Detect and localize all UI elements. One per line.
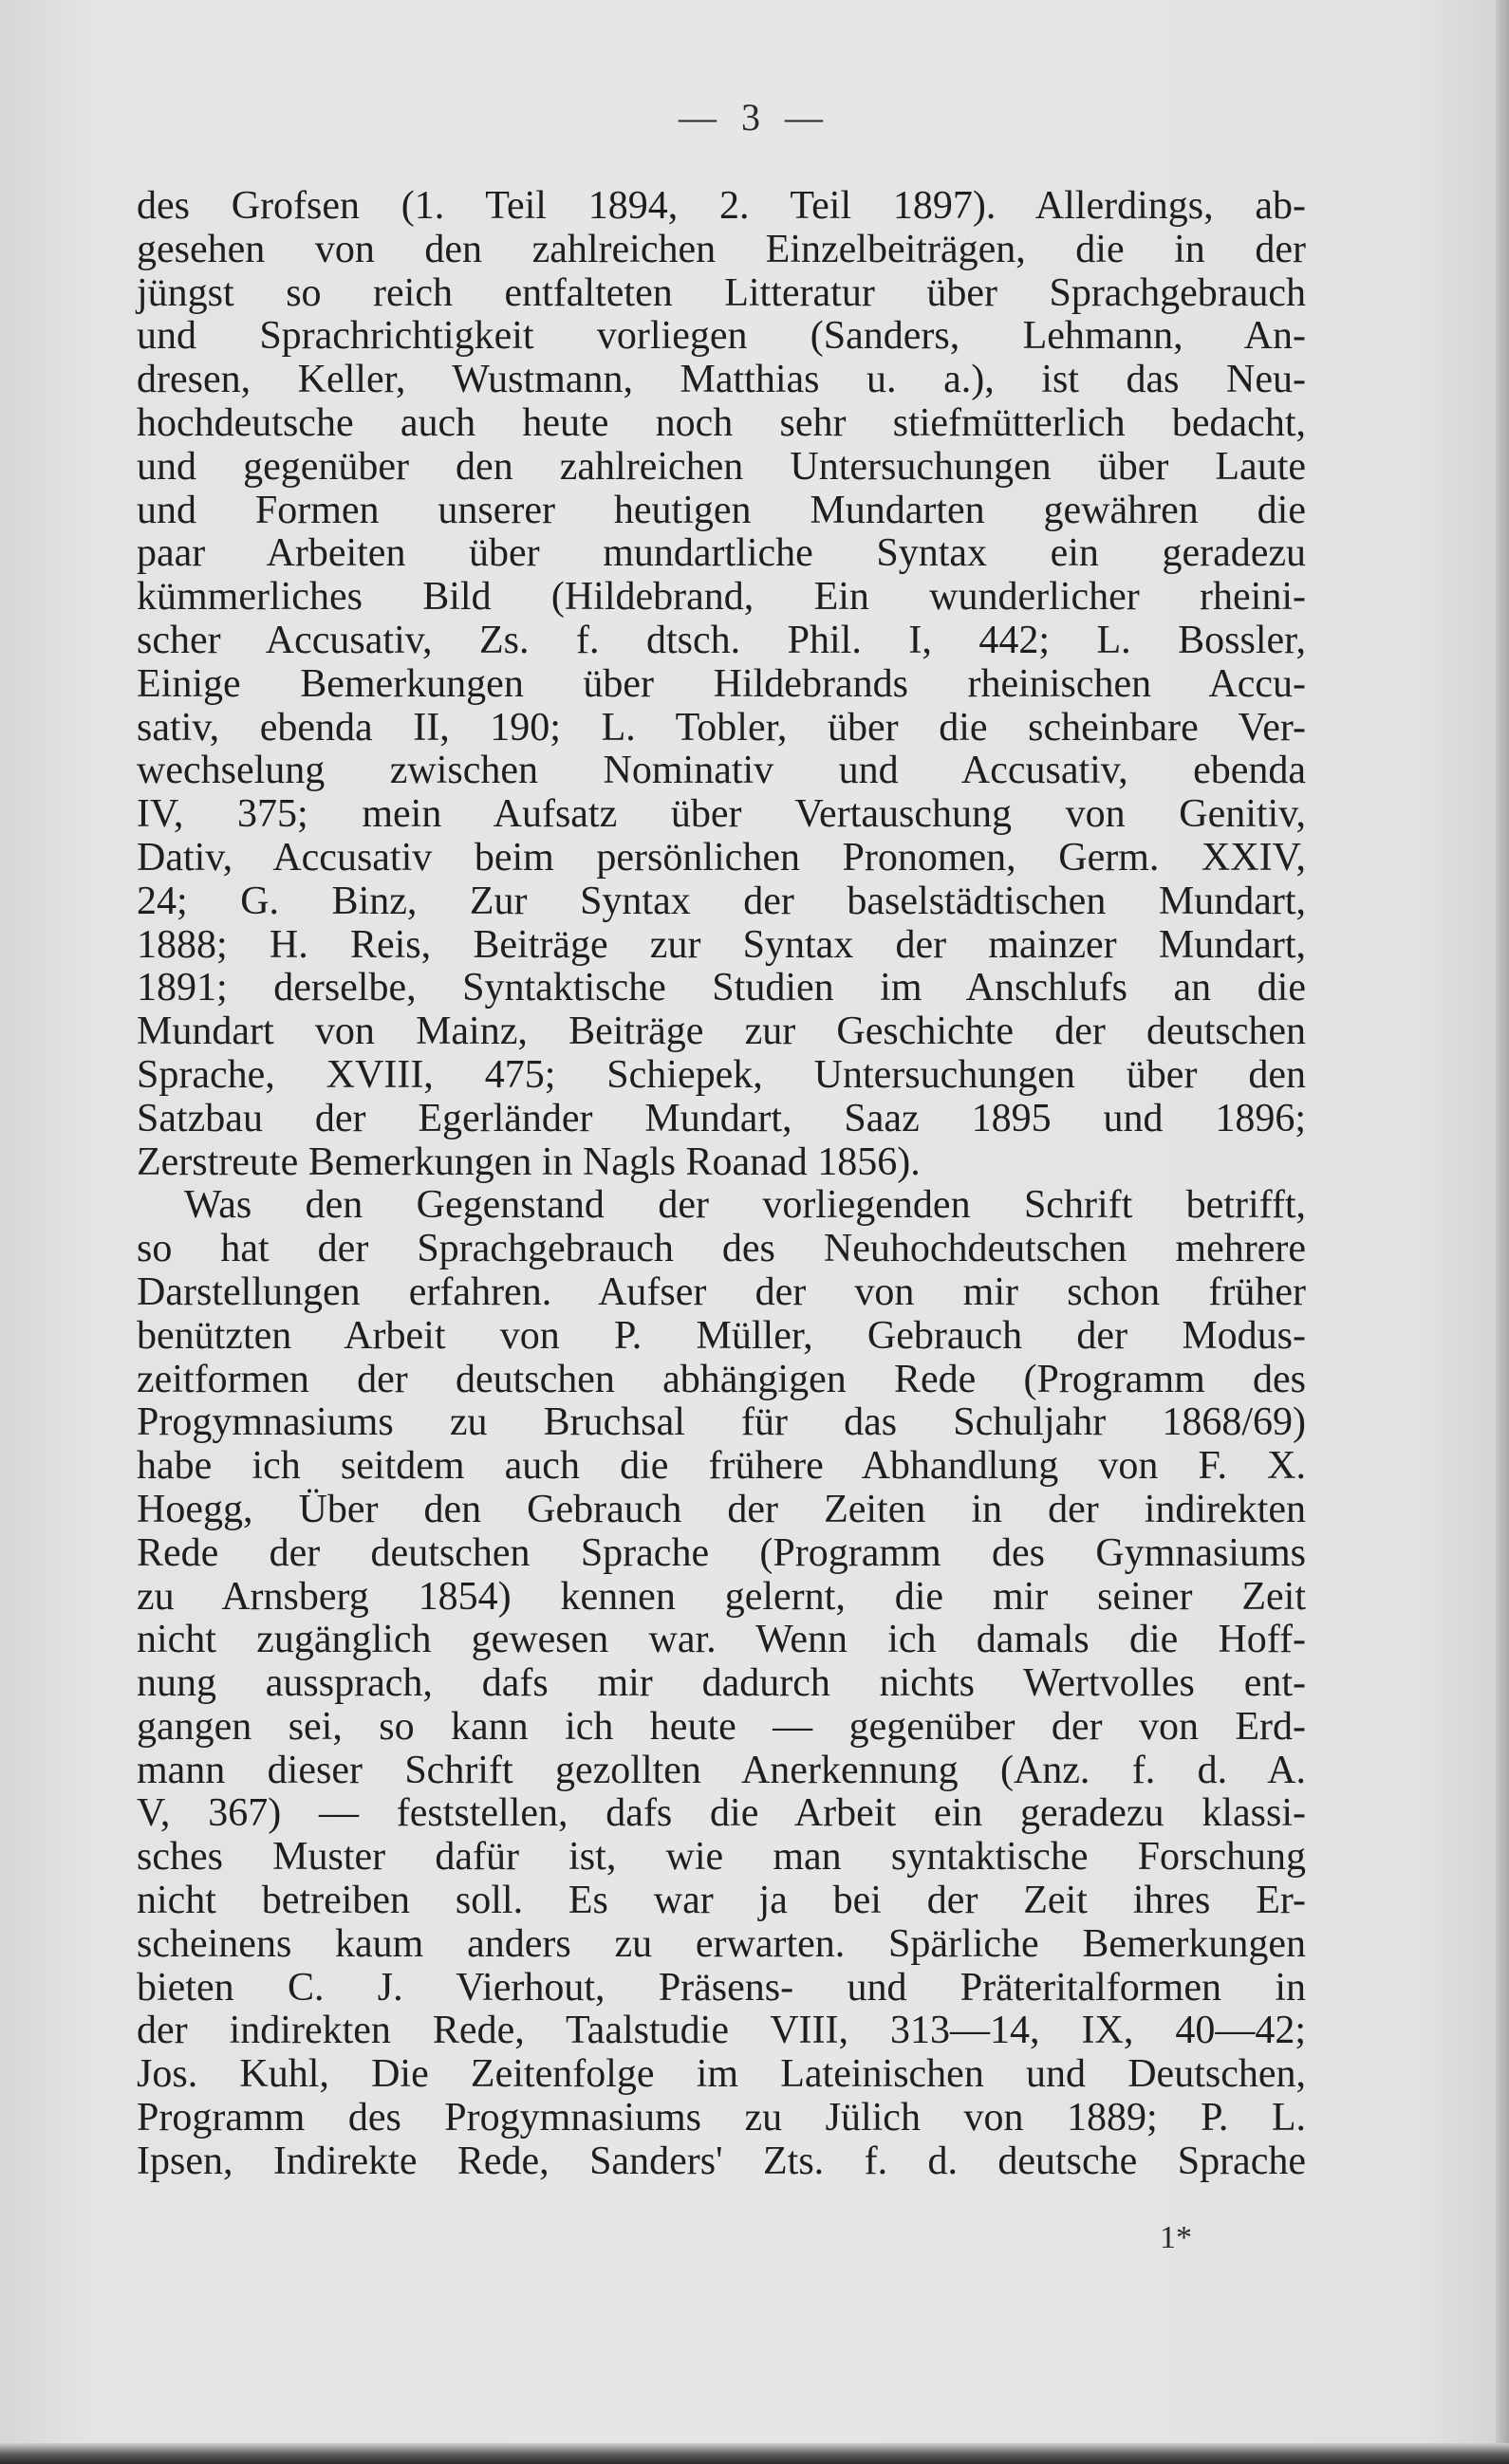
text-line: Sprache, XVIII, 475; Schiepek, Untersuchungen über den — [137, 1052, 1306, 1097]
text-line: scher Accusativ, Zs. f. dtsch. Phil. I, 442; L. Bossler, — [137, 618, 1306, 662]
text-line: Mundart von Mainz, Beiträge zur Geschichte der deutschen — [137, 1010, 1306, 1054]
text-line: Rede der deutschen Sprache (Programm des Gymnasiums — [137, 1530, 1306, 1575]
text-line: Progymnasiums zu Bruchsal für das Schuljahr 1868/69) — [137, 1400, 1306, 1445]
scan-edge-bottom — [0, 2443, 1509, 2464]
text-line: Darstellungen erfahren. Aufser der von mir schon früher — [137, 1269, 1306, 1314]
text-line: bieten C. J. Vierhout, Präsens- und Präteritalformen in — [137, 1965, 1306, 2010]
text-line: dresen, Keller, Wustmann, Matthias u. a.), ist das Neu- — [137, 358, 1306, 402]
text-line: Satzbau der Egerländer Mundart, Saaz 1895 und 1896; — [137, 1096, 1306, 1140]
text-line: Einige Bemerkungen über Hildebrands rheinischen Accu- — [137, 661, 1306, 706]
text-line: mann dieser Schrift gezollten Anerkennung (Anz. f. d. A. — [137, 1748, 1306, 1792]
text-line: 24; G. Binz, Zur Syntax der baselstädtischen Mundart, — [137, 879, 1306, 923]
text-line: scheinens kaum anders zu erwarten. Spärliche Bemerkungen — [137, 1921, 1306, 1966]
body-text — [137, 185, 1306, 2184]
text-line: wechselung zwischen Nominativ und Accusativ, ebenda — [137, 749, 1306, 793]
paragraph-2 — [137, 1184, 1306, 2183]
text-line: gangen sei, so kann ich heute — gegenüber der von Erd- — [137, 1704, 1306, 1749]
text-line: Programm des Progymnasiums zu Jülich von 1889; P. L. — [137, 2096, 1306, 2140]
text-line: Hoegg, Über den Gebrauch der Zeiten in der indirekten — [137, 1487, 1306, 1531]
text-line: gesehen von den zahlreichen Einzelbeiträgen, die in der — [137, 227, 1306, 271]
text-line: und gegenüber den zahlreichen Untersuchungen über Laute — [137, 444, 1306, 489]
text-line: zu Arnsberg 1854) kennen gelernt, die mir seiner Zeit — [137, 1574, 1306, 1619]
text-line: benützten Arbeit von P. Müller, Gebrauch der Modus- — [137, 1313, 1306, 1358]
text-line: kümmerliches Bild (Hildebrand, Ein wunderlicher rheini- — [137, 575, 1306, 620]
text-line: Dativ, Accusativ beim persönlichen Pronomen, Germ. XXIV, — [137, 835, 1306, 880]
scan-edge-right — [1496, 0, 1509, 2464]
text-line: sativ, ebenda II, 190; L. Tobler, über die scheinbare Ver- — [137, 705, 1306, 750]
text-line: Jos. Kuhl, Die Zeitenfolge im Lateinischen und Deutschen, — [137, 2052, 1306, 2097]
text-line: hochdeutsche auch heute noch sehr stiefmütterlich bedacht, — [137, 400, 1306, 445]
text-line: zeitformen der deutschen abhängigen Rede (Programm des — [137, 1357, 1306, 1401]
paragraph-1 — [137, 185, 1306, 1184]
text-line: nung aussprach, dafs mir dadurch nichts Wertvolles ent- — [137, 1661, 1306, 1706]
text-line: Ipsen, Indirekte Rede, Sanders' Zts. f. d. deutsche Sprache — [137, 2139, 1306, 2183]
text-line: nicht betreiben soll. Es war ja bei der Zeit ihres Er- — [137, 1879, 1306, 1923]
text-line: und Sprachrichtigkeit vorliegen (Sanders, Lehmann, An- — [137, 314, 1306, 359]
text-line: habe ich seitdem auch die frühere Abhandlung von F. X. — [137, 1444, 1306, 1489]
text-line: des Grofsen (1. Teil 1894, 2. Teil 1897). Allerdings, ab- — [137, 184, 1306, 228]
text-line: und Formen unserer heutigen Mundarten gewähren die — [137, 488, 1306, 532]
text-line: der indirekten Rede, Taalstudie VIII, 313—14, IX, 40—42; — [137, 2009, 1306, 2053]
text-line: paar Arbeiten über mundartliche Syntax ein geradezu — [137, 531, 1306, 576]
text-line: V, 367) — feststellen, dafs die Arbeit ein geradezu klassi- — [137, 1791, 1306, 1836]
text-line: sches Muster dafür ist, wie man syntaktische Forschung — [137, 1835, 1306, 1880]
text-line: 1891; derselbe, Syntaktische Studien im Anschlufs an die — [137, 966, 1306, 1010]
text-line: nicht zugänglich gewesen war. Wenn ich damals die Hoff- — [137, 1618, 1306, 1662]
text-line: Was den Gegenstand der vorliegenden Schrift betrifft, — [184, 1183, 1306, 1228]
text-line: IV, 375; mein Aufsatz über Vertauschung von Genitiv, — [137, 792, 1306, 837]
text-line: jüngst so reich entfalteten Litteratur über Sprachgebrauch — [137, 270, 1306, 315]
signature-mark: 1* — [1160, 2220, 1192, 2255]
text-line: so hat der Sprachgebrauch des Neuhochdeutschen mehrere — [137, 1227, 1306, 1271]
text-line: Zerstreute Bemerkungen in Nagls Roanad 1856). — [137, 1139, 921, 1184]
page-number: — 3 — — [679, 96, 830, 139]
text-line: 1888; H. Reis, Beiträge zur Syntax der mainzer Mundart, — [137, 922, 1306, 967]
